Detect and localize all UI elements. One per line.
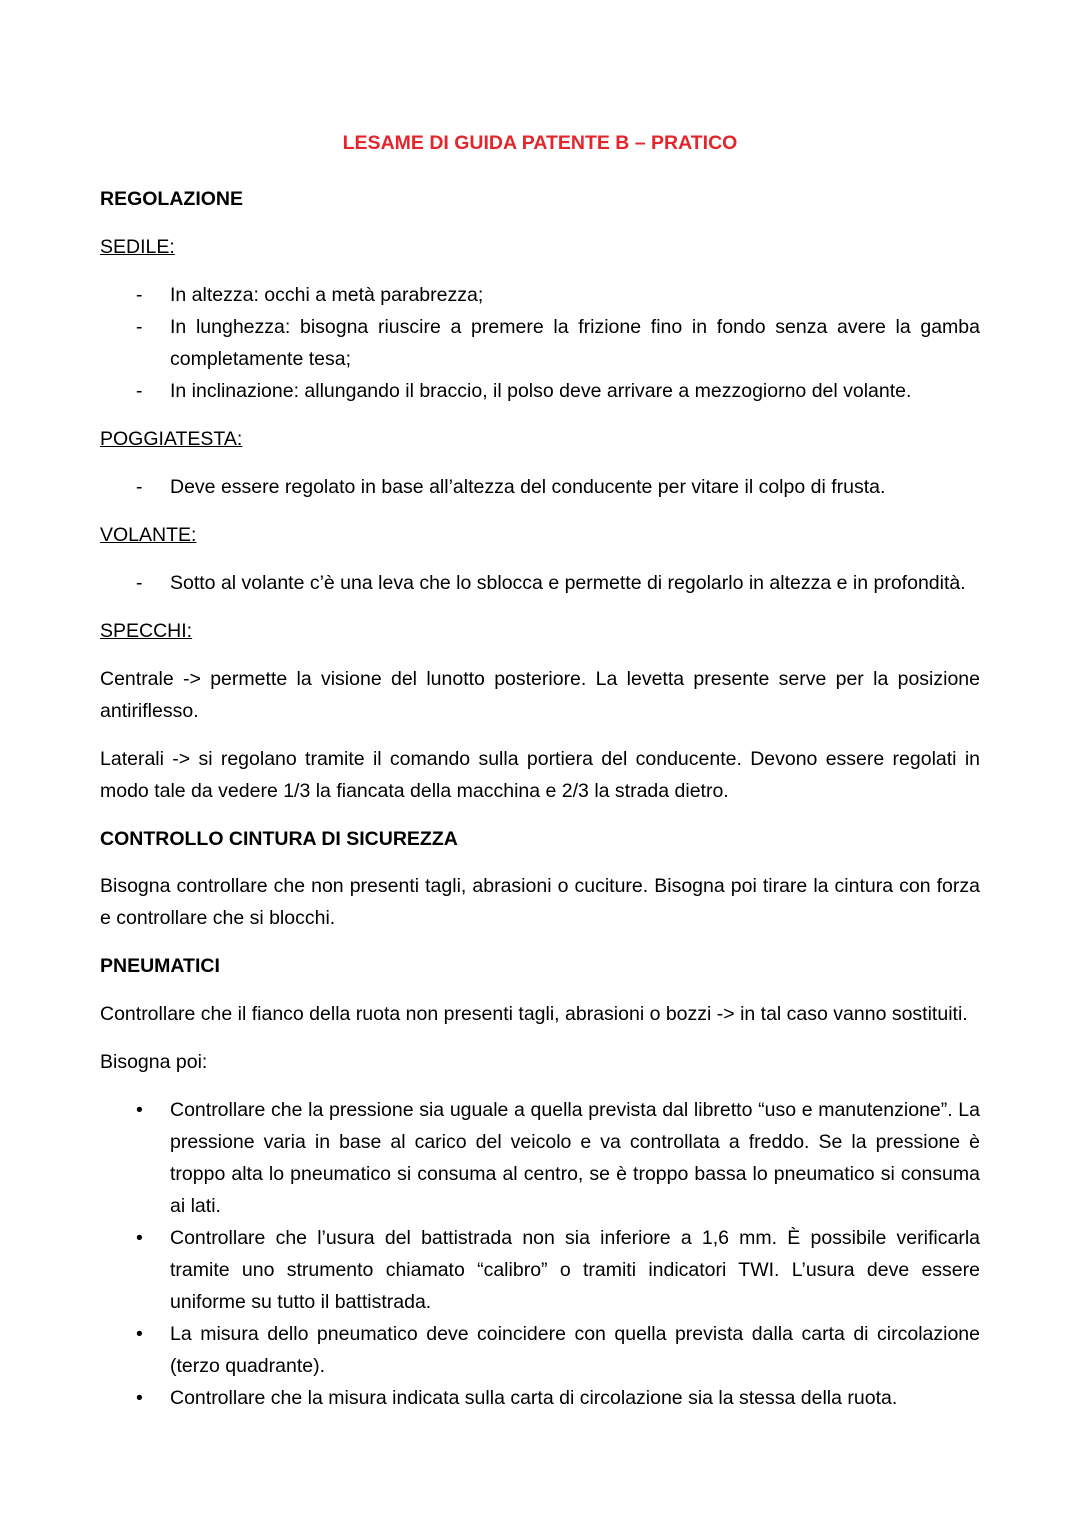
subheading-volante: VOLANTE:: [100, 523, 197, 546]
list-item: [100, 1223, 980, 1319]
section-heading-pneumatici: PNEUMATICI: [100, 955, 220, 978]
subheading-poggiatesta: POGGIATESTA:: [100, 427, 243, 450]
dash-marker: -: [136, 283, 143, 306]
bullet-marker: •: [136, 1387, 143, 1410]
list-item: [100, 1319, 980, 1383]
list-item: [100, 472, 980, 504]
pneumatici-bullet-list: [100, 1095, 980, 1415]
section-heading-cintura: CONTROLLO CINTURA DI SICUREZZA: [100, 827, 458, 850]
list-item: [100, 1383, 980, 1415]
sedile-list: [100, 280, 980, 408]
paragraph-pneumatici-intro: Controllare che il fianco della ruota non presenti tagli, abrasioni o bozzi -> in tal caso vanno sostituiti.: [100, 1003, 968, 1026]
section-heading-regolazione: REGOLAZIONE: [100, 187, 244, 210]
list-item-text: In inclinazione: allungando il braccio, il polso deve arrivare a mezzogiorno del volante.: [170, 379, 912, 402]
dash-marker: -: [136, 571, 143, 594]
list-item-text: Controllare che la pressione sia uguale a quella prevista dal libretto “uso e manutenzione”. La pressione varia in base al carico del veicolo e va controllata a freddo. Se la pressione è troppo alta lo pneumatico si consuma al centro, se è troppo bassa lo pneumatico si consuma ai lati.: [170, 1099, 980, 1218]
subheading-sedile: SEDILE:: [100, 235, 175, 258]
list-item: [100, 280, 980, 312]
dash-marker: -: [136, 379, 143, 402]
volante-list: [100, 568, 980, 600]
list-item-text: Sotto al volante c’è una leva che lo sblocca e permette di regolarlo in altezza e in profondità.: [170, 571, 966, 594]
list-item: [100, 1095, 980, 1223]
paragraph-pneumatici-bisogna-poi: Bisogna poi:: [100, 1051, 208, 1074]
poggiatesta-list: [100, 472, 980, 504]
dash-marker: -: [136, 315, 143, 338]
list-item-text: In lunghezza: bisogna riuscire a premere la frizione fino in fondo senza avere la gamba completamente tesa;: [170, 315, 980, 370]
list-item-text: La misura dello pneumatico deve coincidere con quella prevista dalla carta di circolazione (terzo quadrante).: [170, 1323, 980, 1378]
paragraph-specchi-laterali: Laterali -> si regolano tramite il comando sulla portiera del conducente. Devono essere regolati in modo tale da vedere 1/3 la fiancata della macchina e 2/3 la strada dietro.: [100, 747, 980, 802]
bullet-marker: •: [136, 1323, 143, 1346]
list-item-text: Controllare che la misura indicata sulla carta di circolazione sia la stessa della ruota.: [170, 1387, 898, 1410]
paragraph-specchi-centrale: Centrale -> permette la visione del lunotto posteriore. La levetta presente serve per la posizione antiriflesso.: [100, 667, 980, 722]
list-item: [100, 312, 980, 376]
paragraph-cintura: Bisogna controllare che non presenti tagli, abrasioni o cuciture. Bisogna poi tirare la cintura con forza e controllare che si blocchi.: [100, 875, 980, 930]
bullet-marker: •: [136, 1099, 143, 1122]
list-item: [100, 376, 980, 408]
bullet-marker: •: [136, 1227, 143, 1250]
list-item: [100, 568, 980, 600]
list-item-text: Deve essere regolato in base all’altezza del conducente per vitare il colpo di frusta.: [170, 475, 886, 498]
subheading-specchi: SPECCHI:: [100, 619, 193, 642]
list-item-text: In altezza: occhi a metà parabrezza;: [170, 283, 484, 306]
list-item-text: Controllare che l’usura del battistrada non sia inferiore a 1,6 mm. È possibile verificarla tramite uno strumento chiamato “calibro” o tramiti indicatori TWI. L’usura deve essere uniforme su tutto il battistrada.: [170, 1227, 980, 1314]
document-title: LESAME DI GUIDA PATENTE B – PRATICO: [342, 132, 738, 154]
dash-marker: -: [136, 475, 143, 498]
